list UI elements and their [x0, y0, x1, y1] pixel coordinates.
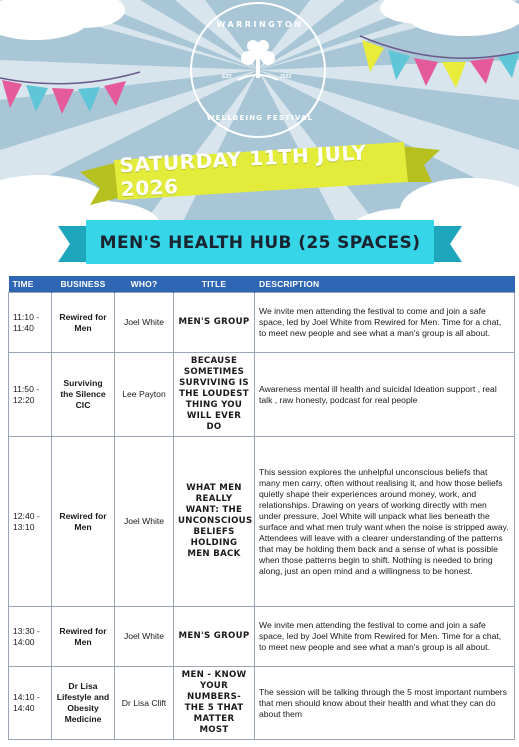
session-title: WHAT MEN REALLY WANT: THE UNCONSCIOUS BELIEFS HOLDING MEN BACK — [174, 437, 255, 607]
logo-est: EST. — [222, 74, 233, 80]
hub-title: MEN'S HEALTH HUB (25 SPACES) — [99, 233, 421, 253]
session-title: MEN - KNOW YOUR NUMBERS- THE 5 THAT MATTER MOST — [174, 667, 255, 740]
header-who: WHO? — [115, 276, 174, 293]
session-time: 11:50 - 12:20 — [9, 353, 52, 437]
session-time: 14:10 - 14:40 — [9, 667, 52, 740]
logo-top-text: WARRINGTON — [216, 20, 304, 29]
session-presenter: Joel White — [115, 437, 174, 607]
session-description: We invite men attending the festival to come and join a safe space, led by Joel White from Rewired for Men. Time for a chat, to meet new people and see what a man's group is all about. — [255, 293, 515, 353]
festival-logo — [190, 2, 326, 138]
session-title: MEN'S GROUP — [174, 293, 255, 353]
session-presenter: Joel White — [115, 293, 174, 353]
session-description: The session will be talking through the 5 most important numbers that men should know about their health and what they can do about them — [255, 667, 515, 740]
header-time: TIME — [9, 276, 52, 293]
session-presenter: Dr Lisa Clift — [115, 667, 174, 740]
schedule-table — [8, 276, 515, 740]
session-business: Rewired for Men — [52, 607, 115, 667]
event-date: SATURDAY 11TH JULY 2026 — [118, 140, 368, 202]
session-description: Awareness mental ill health and suicidal Ideation support , real talk , raw honesty, podcast for real people — [255, 353, 515, 437]
festival-header — [0, 0, 519, 268]
table-row — [9, 353, 515, 437]
table-row — [9, 437, 515, 607]
logo-year: 2023 — [280, 74, 292, 80]
session-time: 11:10 - 11:40 — [9, 293, 52, 353]
session-description: We invite men attending the festival to come and join a safe space, led by Joel White from Rewired for Men. Time for a chat, to meet new people and see what a man's group is all about. — [255, 607, 515, 667]
session-time: 13:30 - 14:00 — [9, 607, 52, 667]
session-business: Surviving the Silence CIC — [52, 353, 115, 437]
session-presenter: Joel White — [115, 607, 174, 667]
header-title: TITLE — [174, 276, 255, 293]
table-row — [9, 293, 515, 353]
header-description: DESCRIPTION — [255, 276, 515, 293]
table-row — [9, 607, 515, 667]
session-title: BECAUSE SOMETIMES SURVIVING IS THE LOUDEST THING YOU WILL EVER DO — [174, 353, 255, 437]
table-row — [9, 667, 515, 740]
session-business: Rewired for Men — [52, 293, 115, 353]
session-description: This session explores the unhelpful unconscious beliefs that many men carry, often without realising it, and how those beliefs quietly shape their experiences around money, work, and relationships. Drawing on years of working directly with men under pressure, Joel White will unpack what lies beneath the surface and what men truly want when the noise is stripped away. Attendees will leave with a clearer understanding of the patterns that may be holding them back and a sense of what is possible when those patterns begin to shift. Nothing is needed to bring along, just an open mind and a willingness to be honest. — [255, 437, 515, 607]
table-header — [9, 276, 515, 293]
logo-bottom-text: WELLBEING FESTIVAL — [206, 114, 314, 122]
session-business: Dr Lisa Lifestyle and Obesity Medicine — [52, 667, 115, 740]
header-business: BUSINESS — [52, 276, 115, 293]
session-business: Rewired for Men — [52, 437, 115, 607]
session-presenter: Lee Payton — [115, 353, 174, 437]
session-title: MEN'S GROUP — [174, 607, 255, 667]
session-time: 12:40 - 13:10 — [9, 437, 52, 607]
